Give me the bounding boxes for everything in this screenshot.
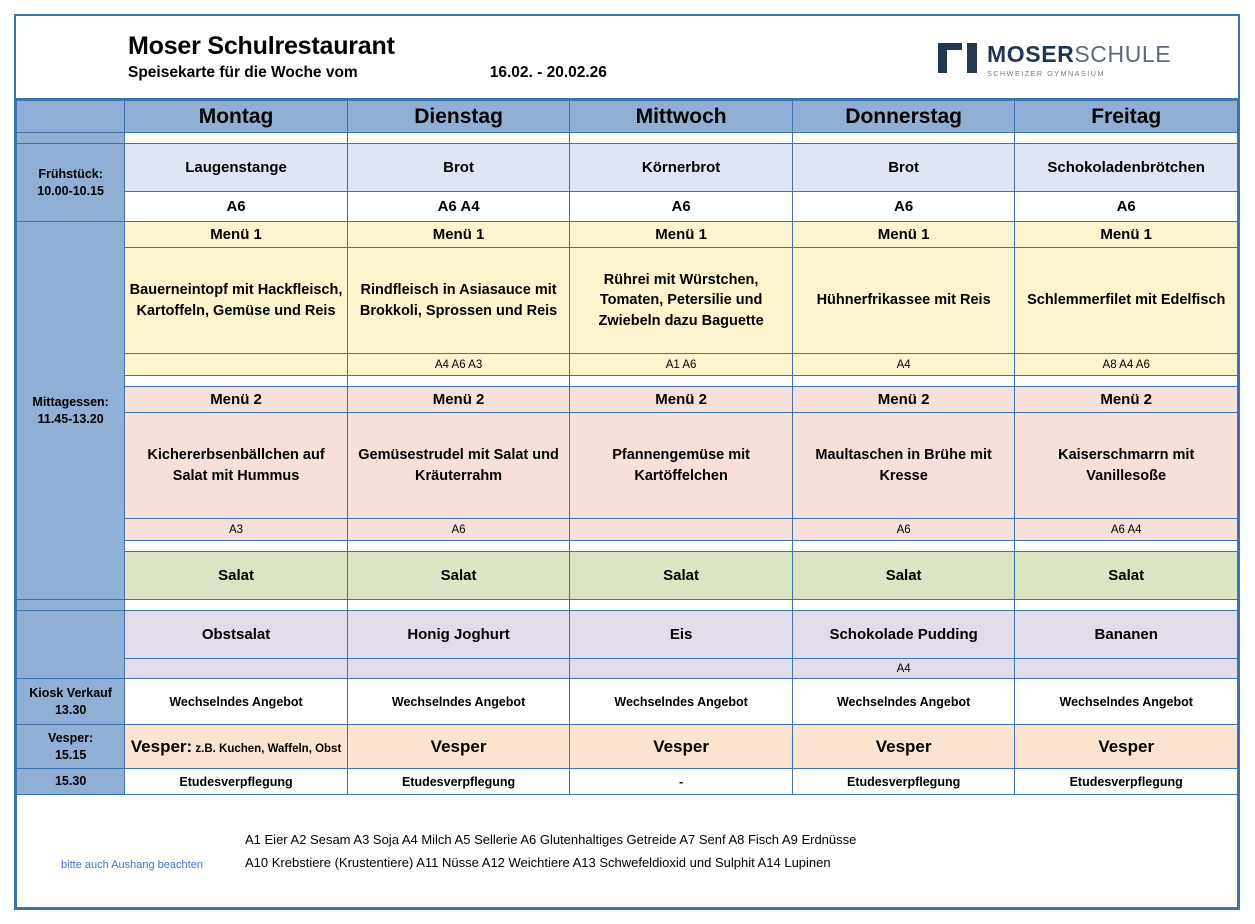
spacer-cell [347,376,570,387]
logo-name-bold: MOSER [987,40,1075,67]
menu2-body-row [17,413,1238,519]
row-label-late: 15.30 [17,769,125,795]
day-header-dienstag: Dienstag [347,101,570,133]
menu1-code-mittwoch: A1 A6 [570,354,793,376]
vesper-dienstag: Vesper [347,725,570,769]
dessert-montag: Obstsalat [125,611,348,659]
row-label-kiosk [17,679,125,725]
spacer-cell [792,133,1015,144]
breakfast-label-line2: 10.00-10.15 [37,183,104,198]
spacer-cell [347,541,570,552]
spacer-cell [792,376,1015,387]
vesper-freitag: Vesper [1015,725,1238,769]
spacer-cell [125,541,348,552]
allergen-legend-cell [17,795,1238,908]
breakfast-freitag: Schokoladenbrötchen [1015,144,1238,192]
salad-montag: Salat [125,552,348,600]
vesper-montag-main: Vesper: [130,736,193,756]
allergen-legend-lines [243,822,1233,880]
kiosk-label-line1: Kiosk Verkauf [29,686,112,701]
spacer-cell [125,376,348,387]
breakfast-code-donnerstag: A6 [792,192,1015,222]
spacer-cell [347,600,570,611]
menu2-code-dienstag: A6 [347,519,570,541]
menu2-dienstag: Gemüsestrudel mit Salat und Kräuterrahm [347,413,570,519]
dessert-code-donnerstag: A4 [792,659,1015,679]
row-label-breakfast [17,144,125,222]
spacer-cell [792,600,1015,611]
menu2-heading-montag: Menü 2 [125,387,348,413]
menu1-freitag: Schlemmerfilet mit Edelfisch [1015,248,1238,354]
menu1-heading-donnerstag: Menü 1 [792,222,1015,248]
dessert-row [17,611,1238,659]
spacer-row-2 [17,376,1238,387]
late-donnerstag: Etudesverpflegung [792,769,1015,795]
spacer-cell [570,541,793,552]
menu1-heading-montag: Menü 1 [125,222,348,248]
menu1-code-dienstag: A4 A6 A3 [347,354,570,376]
allergen-legend-row [17,795,1238,908]
salad-dienstag: Salat [347,552,570,600]
menu2-code-montag: A3 [125,519,348,541]
breakfast-allergen-row [17,192,1238,222]
spacer-cell [1015,541,1238,552]
spacer-cell [1015,600,1238,611]
logo-tagline: SCHWEIZER GYMNASIUM [987,68,1105,78]
vesper-label-line1: Vesper: [48,731,94,746]
menu1-heading-freitag: Menü 1 [1015,222,1238,248]
lunch-label-line2: 11.45-13.20 [37,411,104,426]
aushang-note-text: bitte auch Aushang beachten [61,859,203,871]
spacer-row-1 [17,133,1238,144]
header-left-spacer [16,16,124,98]
menu1-dienstag: Rindfleisch in Asiasauce mit Brokkoli, Sprossen und Reis [347,248,570,354]
kiosk-row [17,679,1238,725]
kiosk-mittwoch: Wechselndes Angebot [570,679,793,725]
menu1-code-donnerstag: A4 [792,354,1015,376]
menu1-code-montag [125,354,348,376]
menu2-heading-mittwoch: Menü 2 [570,387,793,413]
menu-sheet [14,14,1240,910]
kiosk-donnerstag: Wechselndes Angebot [792,679,1015,725]
breakfast-code-dienstag: A6 A4 [347,192,570,222]
spacer-cell [347,133,570,144]
aushang-note [21,822,243,880]
menu2-mittwoch: Pfannengemüse mit Kartöffelchen [570,413,793,519]
breakfast-code-freitag: A6 [1015,192,1238,222]
dessert-donnerstag: Schokolade Pudding [792,611,1015,659]
day-header-donnerstag: Donnerstag [792,101,1015,133]
vesper-donnerstag: Vesper [792,725,1015,769]
spacer-row-4 [17,600,1238,611]
menu1-mittwoch: Rührei mit Würstchen, Tomaten, Petersilie und Zwiebeln dazu Baguette [570,248,793,354]
allergen-legend-line-2: A10 Krebstiere (Krustentiere) A11 Nüsse A12 Weichtiere A13 Schwefeldioxid und Sulphit A14 Lupinen [245,855,831,870]
day-header-row [17,101,1238,133]
page-title: Moser Schulrestaurant [128,32,395,61]
breakfast-montag: Laugenstange [125,144,348,192]
kiosk-label-line2: 13.30 [54,702,87,717]
menu1-heading-dienstag: Menü 1 [347,222,570,248]
dessert-mittwoch: Eis [570,611,793,659]
menu1-allergen-row [17,354,1238,376]
dessert-code-montag [125,659,348,679]
vesper-row [17,725,1238,769]
spacer-cell [570,133,793,144]
menu1-heading-row [17,222,1238,248]
vesper-mittwoch: Vesper [570,725,793,769]
menu2-code-freitag: A6 A4 [1015,519,1238,541]
menu2-allergen-row [17,519,1238,541]
vesper-montag-detail: z.B. Kuchen, Waffeln, Obst [192,742,342,755]
spacer-cell [125,600,348,611]
logo-name-light: SCHULE [1074,40,1172,67]
allergen-legend-inner [21,822,1233,880]
menu2-donnerstag: Maultaschen in Brühe mit Kresse [792,413,1015,519]
menu2-heading-donnerstag: Menü 2 [792,387,1015,413]
spacer-cell [792,541,1015,552]
late-dienstag: Etudesverpflegung [347,769,570,795]
dessert-allergen-row [17,659,1238,679]
spacer-label-cell [17,133,125,144]
moser-logo-icon [938,43,978,78]
late-freitag: Etudesverpflegung [1015,769,1238,795]
breakfast-mittwoch: Körnerbrot [570,144,793,192]
spacer-cell [570,600,793,611]
menu2-code-donnerstag: A6 [792,519,1015,541]
day-header-mittwoch: Mittwoch [570,101,793,133]
spacer-label-cell [17,600,125,611]
breakfast-label-line1: Frühstück: [38,167,103,182]
header-subtitle-row [128,64,938,82]
breakfast-code-mittwoch: A6 [570,192,793,222]
late-meal-row [17,769,1238,795]
kiosk-dienstag: Wechselndes Angebot [347,679,570,725]
school-logo [938,16,1238,98]
breakfast-donnerstag: Brot [792,144,1015,192]
menu2-montag: Kichererbsenbällchen auf Salat mit Hummus [125,413,348,519]
salad-mittwoch: Salat [570,552,793,600]
dessert-freitag: Bananen [1015,611,1238,659]
row-label-lunch [17,222,125,600]
page-subtitle: Speisekarte für die Woche vom [128,63,358,81]
vesper-montag [125,725,348,769]
breakfast-dienstag: Brot [347,144,570,192]
page-header [16,16,1238,100]
dessert-code-freitag [1015,659,1238,679]
salad-row [17,552,1238,600]
day-header-freitag: Freitag [1015,101,1238,133]
spacer-cell [125,133,348,144]
menu1-body-row [17,248,1238,354]
dessert-dienstag: Honig Joghurt [347,611,570,659]
week-date-range: 16.02. - 20.02.26 [489,63,607,81]
salad-freitag: Salat [1015,552,1238,600]
dessert-code-dienstag [347,659,570,679]
menu2-heading-dienstag: Menü 2 [347,387,570,413]
weekly-menu-table [16,100,1238,908]
spacer-cell [570,376,793,387]
menu1-donnerstag: Hühnerfrikassee mit Reis [792,248,1015,354]
salad-donnerstag: Salat [792,552,1015,600]
vesper-label-line2: 15.15 [54,747,87,762]
day-header-montag: Montag [125,101,348,133]
lunch-label-line1: Mittagessen: [32,395,109,410]
breakfast-row [17,144,1238,192]
spacer-cell [1015,133,1238,144]
menu1-heading-mittwoch: Menü 1 [570,222,793,248]
menu2-heading-row [17,387,1238,413]
dessert-label-cell [17,611,125,679]
allergen-legend-line-1: A1 Eier A2 Sesam A3 Soja A4 Milch A5 Sellerie A6 Glutenhaltiges Getreide A7 Senf A8 Fisch A9 Erdnüsse [245,832,857,847]
late-montag: Etudesverpflegung [125,769,348,795]
logo-name [987,40,1172,67]
breakfast-code-montag: A6 [125,192,348,222]
menu2-code-mittwoch [570,519,793,541]
menu1-montag: Bauerneintopf mit Hackfleisch, Kartoffeln, Gemüse und Reis [125,248,348,354]
late-mittwoch: - [570,769,793,795]
header-title-block [124,16,938,98]
kiosk-freitag: Wechselndes Angebot [1015,679,1238,725]
row-label-vesper [17,725,125,769]
dessert-code-mittwoch [570,659,793,679]
menu2-freitag: Kaiserschmarrn mit Vanillesoße [1015,413,1238,519]
menu1-code-freitag: A8 A4 A6 [1015,354,1238,376]
spacer-row-3 [17,541,1238,552]
kiosk-montag: Wechselndes Angebot [125,679,348,725]
menu2-heading-freitag: Menü 2 [1015,387,1238,413]
spacer-cell [1015,376,1238,387]
logo-text-block [987,40,1172,78]
corner-cell [17,101,125,133]
